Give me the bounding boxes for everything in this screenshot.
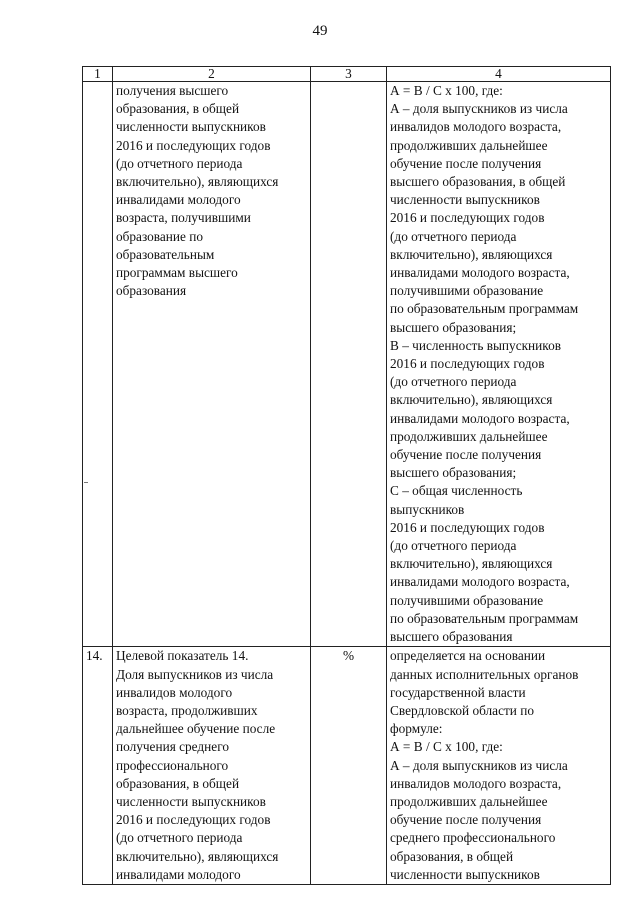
text-line: по образовательным программам (390, 301, 579, 317)
text-line: С – общая численность (390, 483, 523, 499)
text-line: образования (116, 283, 187, 299)
text-line: (до отчетного периода (390, 374, 517, 390)
text-line: образования, в общей (116, 775, 240, 791)
text-line: инвалидами молодого (116, 192, 241, 208)
text-line: 2016 и последующих годов (116, 137, 271, 153)
text-line: Свердловской области по (390, 702, 535, 718)
text-line: численности выпускников (390, 866, 540, 882)
text-line: образования, в общей (116, 101, 240, 117)
text-line: высшего образования, в общей (390, 174, 566, 190)
indicator-name-cell (113, 647, 311, 885)
text-line: численности выпускников (116, 793, 266, 809)
text-line: инвалидами молодого (116, 866, 241, 882)
text-line: образование по (116, 228, 204, 244)
text-line: А = В / С х 100, где: (390, 83, 503, 98)
text-line: инвалидов молодого возраста, (390, 775, 562, 791)
text-line: продолживших дальнейшее (390, 137, 548, 153)
text-line: (до отчетного периода (116, 830, 243, 846)
unit-cell: % (311, 647, 387, 885)
text-line: численности выпускников (116, 119, 266, 135)
text-line: включительно), являющихся (116, 174, 279, 190)
text-line: образования, в общей (390, 848, 514, 864)
text-line: государственной власти (390, 684, 526, 700)
table-row (83, 82, 611, 647)
text-line: формуле: (390, 721, 443, 737)
text-line: получения среднего (116, 739, 229, 755)
text-line: возраста, получившими (116, 210, 251, 226)
text-line: возраста, продолживших (116, 702, 258, 718)
text-line: инвалидами молодого возраста, (390, 574, 570, 590)
text-line: включительно), являющихся (390, 246, 553, 262)
header-col-2: 2 (113, 67, 311, 82)
calculation-method-cell (387, 647, 611, 885)
text-line: 2016 и последующих годов (116, 812, 271, 828)
header-col-3: 3 (311, 67, 387, 82)
text-line: инвалидами молодого возраста, (390, 410, 570, 426)
text-line: инвалидов молодого (116, 684, 233, 700)
unit-cell (311, 82, 387, 647)
text-line: продолживших дальнейшее (390, 428, 548, 444)
text-line: численности выпускников (390, 192, 540, 208)
header-col-4: 4 (387, 67, 611, 82)
text-line: А = В / С х 100, где: (390, 739, 503, 755)
text-line: высшего образования; (390, 319, 517, 335)
scan-artifact-mark (84, 482, 88, 487)
text-line: инвалидов молодого возраста, (390, 119, 562, 135)
text-line: В – численность выпускников (390, 337, 562, 353)
text-line: 2016 и последующих годов (390, 210, 545, 226)
text-line: А – доля выпускников из числа (390, 757, 568, 773)
text-line: (до отчетного периода (390, 538, 517, 554)
table-row (83, 647, 611, 885)
text-line: образовательным (116, 246, 215, 262)
table-header-row (83, 67, 611, 82)
text-line: инвалидами молодого возраста, (390, 265, 570, 281)
text-line: А – доля выпускников из числа (390, 101, 568, 117)
text-line: включительно), являющихся (390, 556, 553, 572)
text-line: (до отчетного периода (116, 155, 243, 171)
header-col-1: 1 (83, 67, 113, 82)
text-line: данных исполнительных органов (390, 666, 579, 682)
text-line: получения высшего (116, 83, 229, 98)
row-number-cell (83, 82, 113, 647)
text-line: включительно), являющихся (390, 392, 553, 408)
text-line: обучение после получения (390, 812, 542, 828)
text-line: среднего профессионального (390, 830, 556, 846)
text-line: (до отчетного периода (390, 228, 517, 244)
text-line: включительно), являющихся (116, 848, 279, 864)
text-line: по образовательным программам (390, 610, 579, 626)
text-line: высшего образования; (390, 465, 517, 481)
text-line: профессионального (116, 757, 229, 773)
row-number-cell: 14. (83, 647, 113, 885)
text-line: программам высшего (116, 265, 238, 281)
text-line: дальнейшее обучение после (116, 721, 276, 737)
text-line: 2016 и последующих годов (390, 519, 545, 535)
text-line: высшего образования (390, 629, 513, 645)
page-number: 49 (312, 23, 328, 39)
text-line: обучение после получения (390, 155, 542, 171)
text-line: выпускников (390, 501, 465, 517)
text-line: Доля выпускников из числа (116, 666, 274, 682)
text-line: получившими образование (390, 283, 544, 299)
text-line: определяется на основании (390, 648, 546, 664)
text-line: 2016 и последующих годов (390, 356, 545, 372)
text-line: Целевой показатель 14. (116, 648, 249, 664)
indicator-table (82, 66, 611, 885)
text-line: получившими образование (390, 592, 544, 608)
calculation-method-cell (387, 82, 611, 647)
text-line: продолживших дальнейшее (390, 793, 548, 809)
text-line: обучение после получения (390, 447, 542, 463)
indicator-name-cell (113, 82, 311, 647)
